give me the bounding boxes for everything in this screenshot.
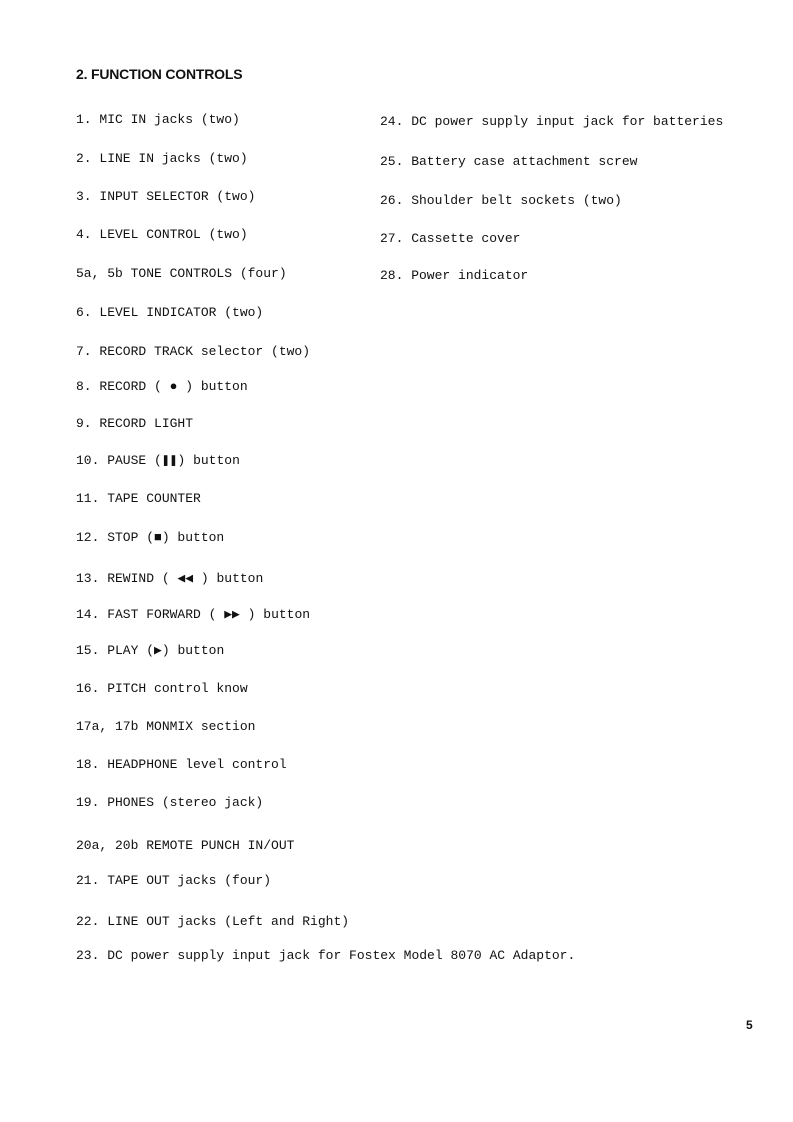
list-item: 6. LEVEL INDICATOR (two)	[76, 305, 264, 320]
list-item: 16. PITCH control know	[76, 681, 248, 696]
list-item: 7. RECORD TRACK selector (two)	[76, 344, 311, 359]
list-item: 10. PAUSE (❚❚) button	[76, 453, 240, 468]
list-item: 4. LEVEL CONTROL (two)	[76, 227, 248, 242]
list-item: 5a, 5b TONE CONTROLS (four)	[76, 266, 287, 281]
list-item: 19. PHONES (stereo jack)	[76, 795, 264, 810]
list-item: 14. FAST FORWARD ( ▶▶ ) button	[76, 607, 311, 622]
list-item: 8. RECORD ( ● ) button	[76, 379, 248, 394]
list-item: 1. MIC IN jacks (two)	[76, 112, 240, 127]
list-item: 28. Power indicator	[380, 268, 529, 283]
list-item: 2. LINE IN jacks (two)	[76, 151, 248, 166]
list-item: 9. RECORD LIGHT	[76, 416, 194, 431]
list-item: 20a, 20b REMOTE PUNCH IN/OUT	[76, 838, 295, 853]
list-item: 3. INPUT SELECTOR (two)	[76, 189, 256, 204]
page-title: 2. FUNCTION CONTROLS	[76, 66, 243, 82]
list-item: 17a, 17b MONMIX section	[76, 719, 256, 734]
list-item: 25. Battery case attachment screw	[380, 154, 638, 169]
list-item: 11. TAPE COUNTER	[76, 491, 201, 506]
list-item: 18. HEADPHONE level control	[76, 757, 287, 772]
page-number: 5	[746, 1018, 753, 1032]
list-item: 12. STOP (■) button	[76, 530, 225, 545]
list-item: 24. DC power supply input jack for batteries	[380, 114, 724, 129]
list-item: 21. TAPE OUT jacks (four)	[76, 873, 272, 888]
list-item: 23. DC power supply input jack for Fostex Model 8070 AC Adaptor.	[76, 948, 576, 963]
list-item: 13. REWIND ( ◀◀ ) button	[76, 571, 264, 586]
list-item: 26. Shoulder belt sockets (two)	[380, 193, 622, 208]
list-item: 15. PLAY (▶) button	[76, 643, 225, 658]
list-item: 22. LINE OUT jacks (Left and Right)	[76, 914, 350, 929]
list-item: 27. Cassette cover	[380, 231, 521, 246]
